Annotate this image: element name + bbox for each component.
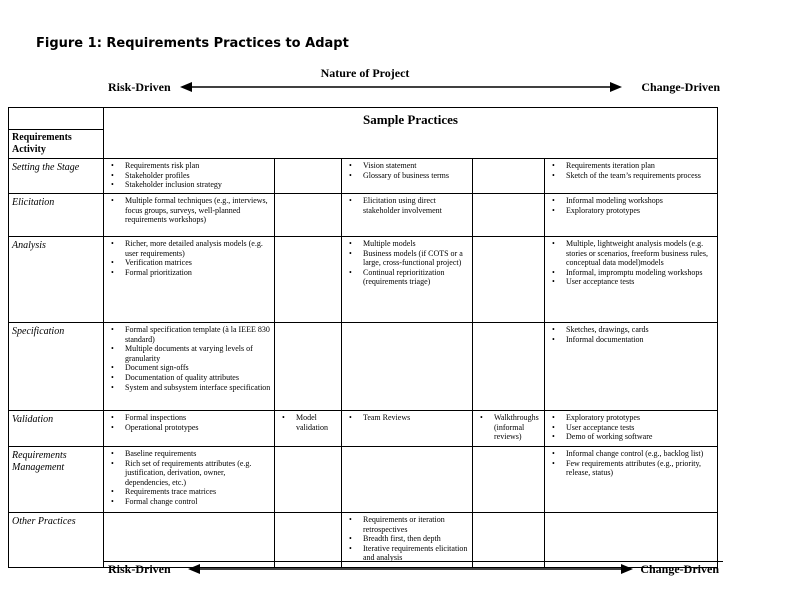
practice-item: • Sketches, drawings, cards [548,325,714,335]
table-row [9,323,718,411]
practice-list [345,196,469,215]
practice-item: • Team Reviews [345,413,469,423]
practice-list [278,413,338,432]
practice-cell [342,323,473,411]
practice-item: • Walkthroughs (informal reviews) [476,413,541,442]
practice-item: • Informal change control (e.g., backlog list) [548,449,714,459]
table-row [9,513,718,568]
practice-item: • User acceptance tests [548,423,714,433]
top-axis-left-label: Risk-Driven [108,80,171,94]
practice-list [548,196,714,215]
practice-cell [473,411,545,447]
practice-cell [342,411,473,447]
double-arrow-icon [108,80,720,96]
double-arrow-icon [103,562,723,578]
practice-item: • Document sign-offs [107,363,271,373]
bottom-axis [103,561,723,579]
practice-item: • Elicitation using direct stakeholder involvement [345,196,469,215]
table-row [9,447,718,513]
practice-item: • Informal documentation [548,335,714,345]
practice-item: • Informal, impromptu modeling workshops [548,268,714,278]
blank-header-cell [9,108,104,130]
practice-item: • Exploratory prototypes [548,413,714,423]
practice-cell [104,159,275,194]
practice-item: • Requirements iteration plan [548,161,714,171]
practice-item: • Vision statement [345,161,469,171]
practice-item: • Iterative requirements elicitation and analysis [345,544,469,563]
practice-item: • Few requirements attributes (e.g., priority, release, status) [548,459,714,478]
practice-cell [545,323,718,411]
practice-item: • Multiple documents at varying levels of granularity [107,344,271,363]
practice-list [345,161,469,180]
practice-cell [342,194,473,237]
practice-cell [545,513,718,568]
practice-item: • Stakeholder inclusion strategy [107,180,271,190]
practice-item: • Requirements risk plan [107,161,271,171]
practice-item: • Multiple models [345,239,469,249]
practice-item: • Breadth first, then depth [345,534,469,544]
practice-item: • Business models (if COTS or a large, cross-functional project) [345,249,469,268]
practice-cell [104,513,275,568]
practice-cell [473,513,545,568]
practice-cell [275,411,342,447]
practice-list [548,239,714,287]
practice-cell [104,323,275,411]
practice-cell [104,411,275,447]
practice-cell [473,447,545,513]
practice-cell [473,159,545,194]
practice-list [548,449,714,478]
practice-item: • Stakeholder profiles [107,171,271,181]
practice-cell [275,237,342,323]
practice-item: • Documentation of quality attributes [107,373,271,383]
practice-list [107,449,271,507]
practice-item: • Multiple, lightweight analysis models (e.g. stories or scenarios, freeform business rules, conceptual data model)models [548,239,714,268]
practice-list [548,325,714,344]
practice-item: • Requirements trace matrices [107,487,271,497]
practice-list [345,515,469,563]
practice-cell [104,237,275,323]
practice-item: • Formal prioritization [107,268,271,278]
practice-item: • Requirements or iteration retrospectives [345,515,469,534]
practice-cell [275,447,342,513]
practice-cell [104,447,275,513]
practice-item: • User acceptance tests [548,277,714,287]
activity-cell: Specification [9,323,104,411]
practice-cell [545,159,718,194]
practice-item: • Exploratory prototypes [548,206,714,216]
activity-cell: Validation [9,411,104,447]
practice-list [345,239,469,287]
activity-cell: Elicitation [9,194,104,237]
practice-list [107,413,271,432]
figure-title: Figure 1: Requirements Practices to Adapt [36,36,349,51]
practice-cell [342,237,473,323]
practice-item: • Formal specification template (à la IEEE 830 standard) [107,325,271,344]
activity-cell: Other Practices [9,513,104,568]
practice-list [107,325,271,392]
practice-list [548,161,714,180]
activity-cell: Setting the Stage [9,159,104,194]
practice-cell [275,323,342,411]
table-row [9,194,718,237]
practice-list [548,413,714,442]
activity-cell: Analysis [9,237,104,323]
top-axis [108,80,720,96]
practice-item: • Continual reprioritization (requirements triage) [345,268,469,287]
practice-item: • Informal modeling workshops [548,196,714,206]
top-axis-right-label: Change-Driven [641,80,720,94]
practice-item: • Sketch of the team’s requirements process [548,171,714,181]
table-row [9,411,718,447]
practice-item: • Richer, more detailed analysis models (e.g. user requirements) [107,239,271,258]
practice-cell [342,159,473,194]
table-row [9,237,718,323]
practice-list [107,239,271,277]
practices-table [8,107,718,568]
practice-cell [342,447,473,513]
practice-item: • Model validation [278,413,338,432]
practice-list [345,413,469,423]
practice-item: • Baseline requirements [107,449,271,459]
practice-cell [104,194,275,237]
practice-cell [342,513,473,568]
practice-cell [473,237,545,323]
practice-cell [275,513,342,568]
activity-column-header: Requirements Activity [9,130,104,159]
practice-list [476,413,541,442]
practice-cell [545,411,718,447]
practice-item: • Operational prototypes [107,423,271,433]
activity-cell: Requirements Management [9,447,104,513]
practice-list [107,196,271,225]
practice-item: • Verification matrices [107,258,271,268]
bottom-axis-right-label: Change-Driven [640,562,719,576]
nature-of-project-label: Nature of Project [320,66,410,80]
practice-cell [545,237,718,323]
practice-item: • Formal change control [107,497,271,507]
bottom-axis-left-label: Risk-Driven [108,562,171,576]
practice-cell [545,447,718,513]
blank-header-cell [104,130,718,159]
sample-practices-header: Sample Practices [104,108,718,130]
practice-item: • System and subsystem interface specification [107,383,271,393]
practice-item: • Formal inspections [107,413,271,423]
practice-cell [473,194,545,237]
practice-item: • Demo of working software [548,432,714,442]
table-row [9,159,718,194]
practice-cell [275,159,342,194]
practice-item: • Rich set of requirements attributes (e.g. justification, derivation, owner, dependencies, etc.) [107,459,271,488]
practice-list [107,161,271,190]
practice-cell [473,323,545,411]
practice-item: • Glossary of business terms [345,171,469,181]
practice-cell [275,194,342,237]
practice-cell [545,194,718,237]
practice-item: • Multiple formal techniques (e.g., interviews, focus groups, surveys, well-planned requirements workshops) [107,196,271,225]
